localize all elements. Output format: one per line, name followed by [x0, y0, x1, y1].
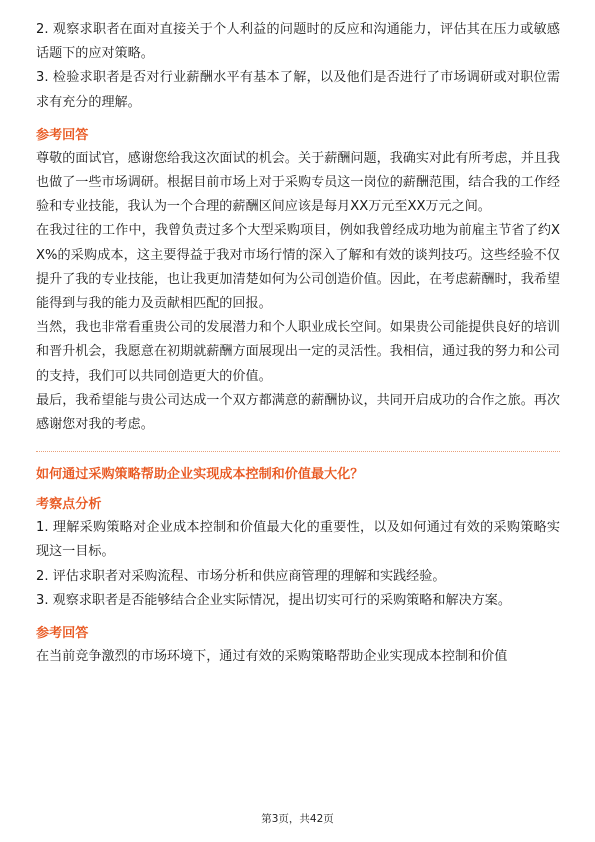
- answer-paragraph: 最后，我希望能与贵公司达成一个双方都满意的薪酬协议，共同开启成功的合作之旅。再次感谢您对我的考虑。: [36, 392, 560, 433]
- reference-answer-heading: 参考回答: [36, 127, 89, 143]
- page-number: 第3页，共42页: [261, 813, 334, 825]
- analysis-item: 2. 评估求职者对采购流程、市场分析和供应商管理的理解和实践经验。: [36, 568, 446, 584]
- analysis-heading: 考察点分析: [36, 497, 102, 513]
- answer-paragraph: 在我过往的工作中，我曾负责过多个大型采购项目，例如我曾经成功地为前雇主节省了约XX%的采购成本，这主要得益于我对市场行情的深入了解和有效的谈判技巧。这些经验不仅提升了我的专业技能，也让我更加清楚如何为公司创造价值。因此，在考虑薪酬时，我希望能得到与我的能力及贡献相匹配的回报。: [36, 223, 560, 312]
- analysis-item: 1. 理解采购策略对企业成本控制和价值最大化的重要性，以及如何通过有效的采购策略实现这一目标。: [36, 520, 560, 560]
- answer-paragraph: 尊敬的面试官，感谢您给我这次面试的机会。关于薪酬问题，我确实对此有所考虑，并且我也做了一些市场调研。根据目前市场上对于采购专员这一岗位的薪酬范围，结合我的工作经验和专业技能，我认为一个合理的薪酬区间应该是每月XX万元至XX万元之间。: [36, 150, 560, 215]
- reference-answer-heading: 参考回答: [36, 626, 89, 642]
- answer-paragraph: 在当前竞争激烈的市场环境下，通过有效的采购策略帮助企业实现成本控制和价值: [36, 649, 508, 665]
- page-content: [36, 18, 560, 669]
- analysis-item: 2. 观察求职者在面对直接关于个人利益的问题时的反应和沟通能力，评估其在压力或敏感话题下的应对策略。: [36, 22, 560, 62]
- question-title: 如何通过采购策略帮助企业实现成本控制和价值最大化？: [36, 467, 364, 483]
- analysis-item: 3. 检验求职者是否对行业薪酬水平有基本了解，以及他们是否进行了市场调研或对职位需求有充分的理解。: [36, 70, 560, 110]
- section-divider: [36, 451, 560, 452]
- answer-paragraph: 当然，我也非常看重贵公司的发展潜力和个人职业成长空间。如果贵公司能提供良好的培训和晋升机会，我愿意在初期就薪酬方面展现出一定的灵活性。我相信，通过我的努力和公司的支持，我们可以共同创造更大的价值。: [36, 320, 560, 384]
- analysis-item: 3. 观察求职者是否能够结合企业实际情况，提出切实可行的采购策略和解决方案。: [36, 592, 511, 608]
